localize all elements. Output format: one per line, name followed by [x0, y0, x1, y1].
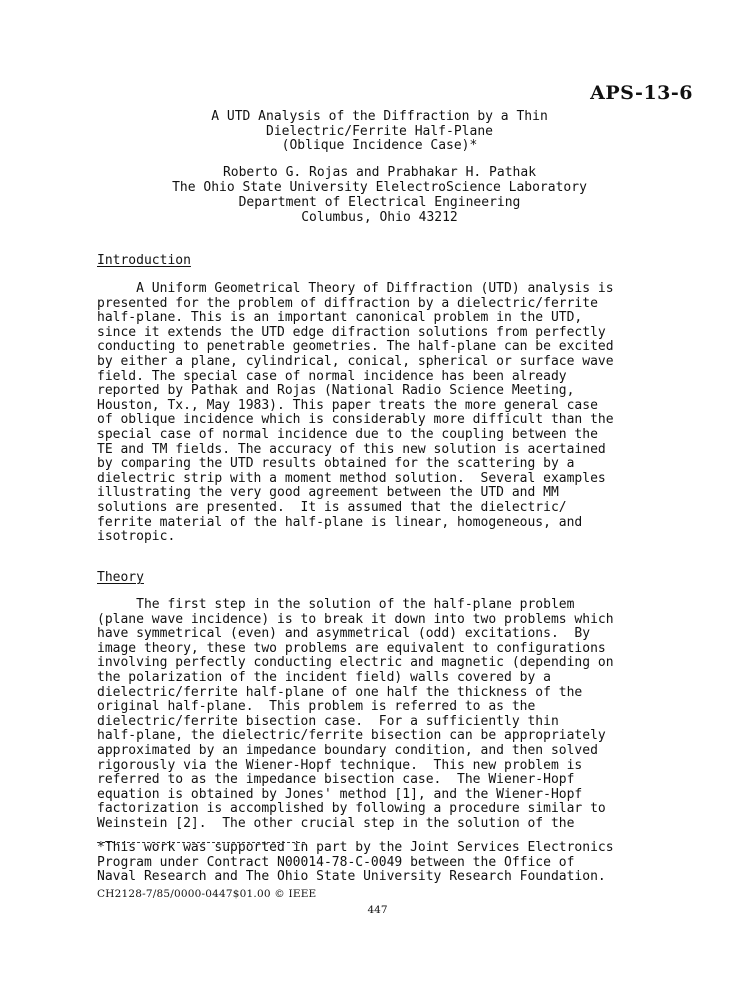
text-line: equation is obtained by Jones' method [1], and the Wiener-Hopf: [97, 786, 583, 802]
title-line: Dielectric/Ferrite Half-Plane: [266, 123, 493, 139]
copyright-line: CH2128-7/85/0000-0447$01.00 © IEEE: [97, 888, 317, 900]
affiliation-line: Department of Electrical Engineering: [238, 195, 521, 210]
text-line: dielectric/ferrite bisection case. For a sufficiently thin: [97, 713, 559, 729]
text-line: original half-plane. This problem is referred to as the: [97, 699, 536, 715]
text-line: image theory, these two problems are equivalent to configurations: [97, 640, 606, 656]
paper-title: [0, 110, 755, 154]
text-line: reported by Pathak and Rojas (National Radio Science Meeting,: [97, 383, 575, 399]
footnote-line: Naval Research and The Ohio State University Research Foundation.: [97, 869, 606, 885]
affiliation-line: Columbus, Ohio 43212: [301, 210, 458, 225]
text-line: by either a plane, cylindrical, conical, spherical or surface wave: [97, 353, 614, 369]
text-line: A Uniform Geometrical Theory of Diffraction (UTD) analysis is: [97, 281, 614, 296]
text-line: of oblique incidence which is considerably more difficult than the: [97, 412, 614, 428]
introduction-heading: Introduction: [97, 253, 191, 268]
title-line: (Oblique Incidence Case)*: [281, 138, 478, 153]
text-line: presented for the problem of diffraction by a dielectric/ferrite: [97, 295, 598, 311]
page-number: 447: [367, 904, 388, 916]
text-line: Weinstein [2]. The other crucial step in the solution of the: [97, 815, 575, 831]
text-line: ferrite material of the half-plane is linear, homogeneous, and: [97, 514, 583, 530]
text-line: half-plane. This is an important canonical problem in the UTD,: [97, 310, 583, 326]
text-line: by comparing the UTD results obtained for the scattering by a: [97, 456, 575, 472]
text-line: conducting to penetrable geometries. The half-plane can be excited: [97, 339, 614, 355]
text-line: The first step in the solution of the half-plane problem: [97, 597, 575, 612]
text-line: isotropic.: [97, 529, 176, 545]
footnote: [97, 841, 677, 885]
introduction-paragraph: [97, 282, 667, 545]
text-line: solutions are presented. It is assumed that the dielectric/: [97, 499, 567, 515]
text-line: half-plane, the dielectric/ferrite bisection can be appropriately: [97, 728, 606, 744]
text-line: involving perfectly conducting electric and magnetic (depending on: [97, 655, 614, 671]
text-line: the polarization of the incident field) walls covered by a: [97, 669, 551, 685]
authors: Roberto G. Rojas and Prabhakar H. Pathak: [222, 165, 537, 180]
text-line: special case of normal incidence due to the coupling between the: [97, 426, 598, 442]
author-affiliation: [0, 165, 755, 225]
text-line: approximated by an impedance boundary condition, and then solved: [97, 742, 598, 758]
text-line: have symmetrical (even) and asymmetrical (odd) excitations. By: [97, 626, 591, 642]
text-line: illustrating the very good agreement between the UTD and MM: [97, 485, 559, 501]
footnote-line: Program under Contract N00014-78-C-0049 between the Office of: [97, 854, 575, 870]
text-line: Houston, Tx., May 1983). This paper treats the more general case: [97, 397, 598, 413]
footnote-line: *This work was supported in part by the Joint Services Electronics: [97, 840, 614, 855]
text-line: field. The special case of normal incidence has been already: [97, 368, 567, 384]
text-line: since it extends the UTD edge difraction solutions from perfectly: [97, 324, 606, 340]
affiliation-line: The Ohio State University ElelectroScience Laboratory: [172, 180, 587, 195]
text-line: (plane wave incidence) is to break it down into two problems which: [97, 611, 614, 627]
text-line: referred to as the impedance bisection case. The Wiener-Hopf: [97, 772, 575, 788]
title-line: A UTD Analysis of the Diffraction by a Thin: [211, 109, 548, 124]
text-line: TE and TM fields. The accuracy of this new solution is acertained: [97, 441, 606, 457]
theory-heading: Theory: [97, 570, 144, 585]
document-code: APS-13-6: [590, 82, 693, 104]
text-line: dielectric/ferrite half-plane of one half the thickness of the: [97, 684, 583, 700]
text-line: rigorously via the Wiener-Hopf technique. This new problem is: [97, 757, 583, 773]
text-line: dielectric strip with a moment method solution. Several examples: [97, 470, 606, 486]
text-line: factorization is accomplished by following a procedure similar to: [97, 801, 606, 817]
theory-paragraph: [97, 598, 667, 832]
